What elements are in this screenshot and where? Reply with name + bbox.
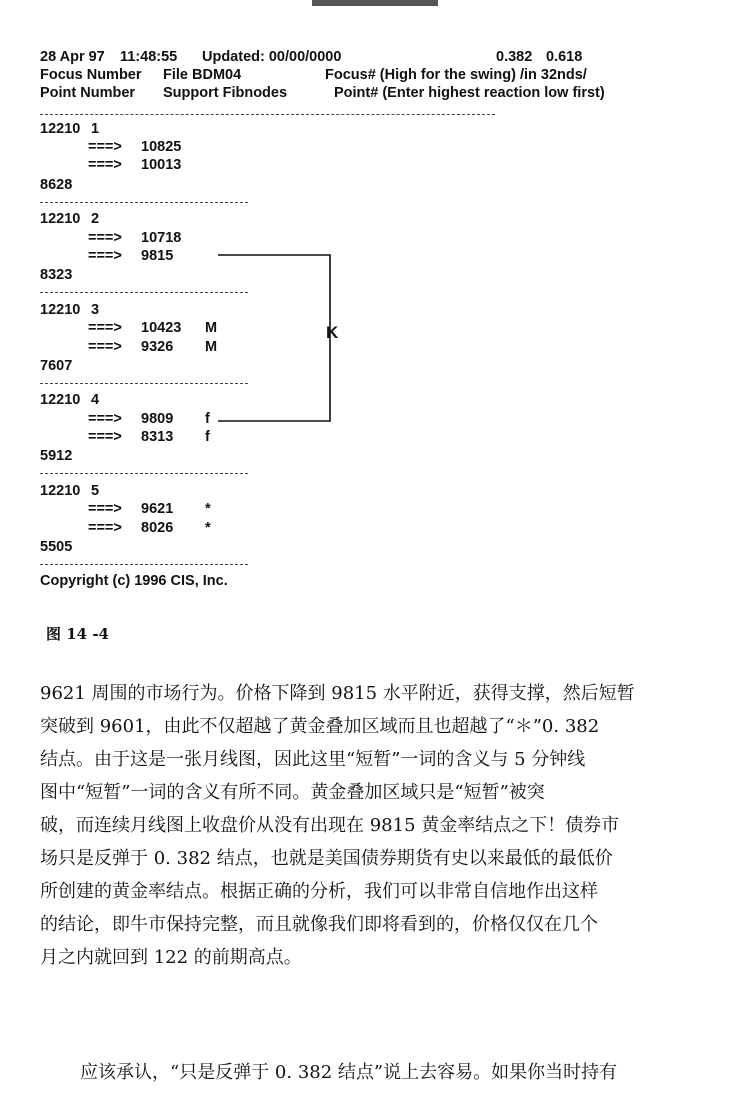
block-3-focus: 12210 <box>40 302 81 318</box>
header-focus-number: Focus Number <box>40 67 142 83</box>
paragraph-line: 所创建的黄金率结点。根据正确的分析，我们可以非常自信地作出这样 <box>40 881 598 902</box>
block-1-node-1-arrow: ===> <box>88 139 122 155</box>
header-focus-desc: Focus# (High for the swing) /in 32nds/ <box>325 67 587 83</box>
block-1-node-2-value: 10013 <box>141 157 182 173</box>
block-5-point: 5 <box>91 483 100 499</box>
header-time: 11:48:55 <box>120 49 178 65</box>
block-3-node-2-mark: M <box>205 339 218 355</box>
header-support: Support Fibnodes <box>163 85 288 101</box>
paragraph-line: 结点。由于这是一张月线图，因此这里“短暂”一词的含义与 5 分钟线 <box>40 749 586 770</box>
block-3-node-1-value: 10423 <box>141 320 182 336</box>
block-1-point: 1 <box>91 121 100 137</box>
block-4-focus: 12210 <box>40 392 81 408</box>
k-bracket-line <box>218 255 330 421</box>
block-2-node-2-arrow: ===> <box>88 248 122 264</box>
paragraph-line: 的结论，即牛市保持完整，而且就像我们即将看到的，价格仅仅在几个 <box>40 914 598 935</box>
block-2-low: 8323 <box>40 267 73 283</box>
block-1-focus: 12210 <box>40 121 81 137</box>
paragraph-line: 破，而连续月线图上收盘价从没有出现在 9815 黄金率结点之下！债券市 <box>40 815 620 836</box>
block-4-node-2-mark: f <box>205 429 210 445</box>
paragraph-line: 场只是反弹于 0. 382 结点，也就是美国债券期货有史以来最低的最低价 <box>40 848 613 869</box>
block-1-low: 8628 <box>40 177 73 193</box>
block-3-point: 3 <box>91 302 100 318</box>
header-file: File BDM04 <box>163 67 242 83</box>
paragraph-line: 图中“短暂”一词的含义有所不同。黄金叠加区域只是“短暂”被突 <box>40 782 545 803</box>
block-5-node-1-arrow: ===> <box>88 501 122 517</box>
block-4-low: 5912 <box>40 448 73 464</box>
block-4-point: 4 <box>91 392 100 408</box>
block-5-node-2-value: 8026 <box>141 520 174 536</box>
figure-caption: 图 14 -4 <box>46 625 109 643</box>
block-2-node-2-value: 9815 <box>141 248 174 264</box>
block-4-node-2-value: 8313 <box>141 429 174 445</box>
block-2-node-1-value: 10718 <box>141 230 182 246</box>
header-ratio-1: 0.382 <box>496 49 533 65</box>
header-point-number: Point Number <box>40 85 136 101</box>
block-4-node-2-arrow: ===> <box>88 429 122 445</box>
paragraph-line: 突破到 9601，由此不仅超越了黄金叠加区域而且也超越了“＊”0. 382 <box>40 716 600 737</box>
body-paragraph-1 <box>40 677 710 974</box>
header-ratio-2: 0.618 <box>546 49 583 65</box>
block-5-node-2-arrow: ===> <box>88 520 122 536</box>
block-5-node-1-mark: * <box>205 501 211 517</box>
block-5-node-2-mark: * <box>205 520 211 536</box>
block-5-low: 5505 <box>40 539 73 555</box>
paragraph-line: 应该承认，“只是反弹于 0. 382 结点”说上去容易。如果你当时持有 <box>80 1062 618 1083</box>
block-3-node-2-arrow: ===> <box>88 339 122 355</box>
bracket-label-k: K <box>326 323 339 342</box>
block-2-point: 2 <box>91 211 100 227</box>
header-date: 28 Apr 97 <box>40 49 105 65</box>
block-5-node-1-value: 9621 <box>141 501 174 517</box>
block-4-node-1-mark: f <box>205 411 210 427</box>
header-updated: Updated: 00/00/0000 <box>202 49 342 65</box>
header-point-desc: Point# (Enter highest reaction low first) <box>334 85 605 101</box>
block-2-focus: 12210 <box>40 211 81 227</box>
block-3-node-2-value: 9326 <box>141 339 174 355</box>
block-4-node-1-value: 9809 <box>141 411 174 427</box>
block-4-node-1-arrow: ===> <box>88 411 122 427</box>
block-5-focus: 12210 <box>40 483 81 499</box>
block-2-node-1-arrow: ===> <box>88 230 122 246</box>
block-3-node-1-arrow: ===> <box>88 320 122 336</box>
paragraph-line: 9621 周围的市场行为。价格下降到 9815 水平附近，获得支撑，然后短暂 <box>40 683 635 704</box>
block-1-node-2-arrow: ===> <box>88 157 122 173</box>
body-paragraph-2 <box>40 1056 710 1089</box>
block-3-low: 7607 <box>40 358 73 374</box>
block-1-node-1-value: 10825 <box>141 139 182 155</box>
paragraph-line: 月之内就回到 122 的前期高点。 <box>40 947 302 968</box>
copyright-notice: Copyright (c) 1996 CIS, Inc. <box>40 573 228 589</box>
block-3-node-1-mark: M <box>205 320 218 336</box>
